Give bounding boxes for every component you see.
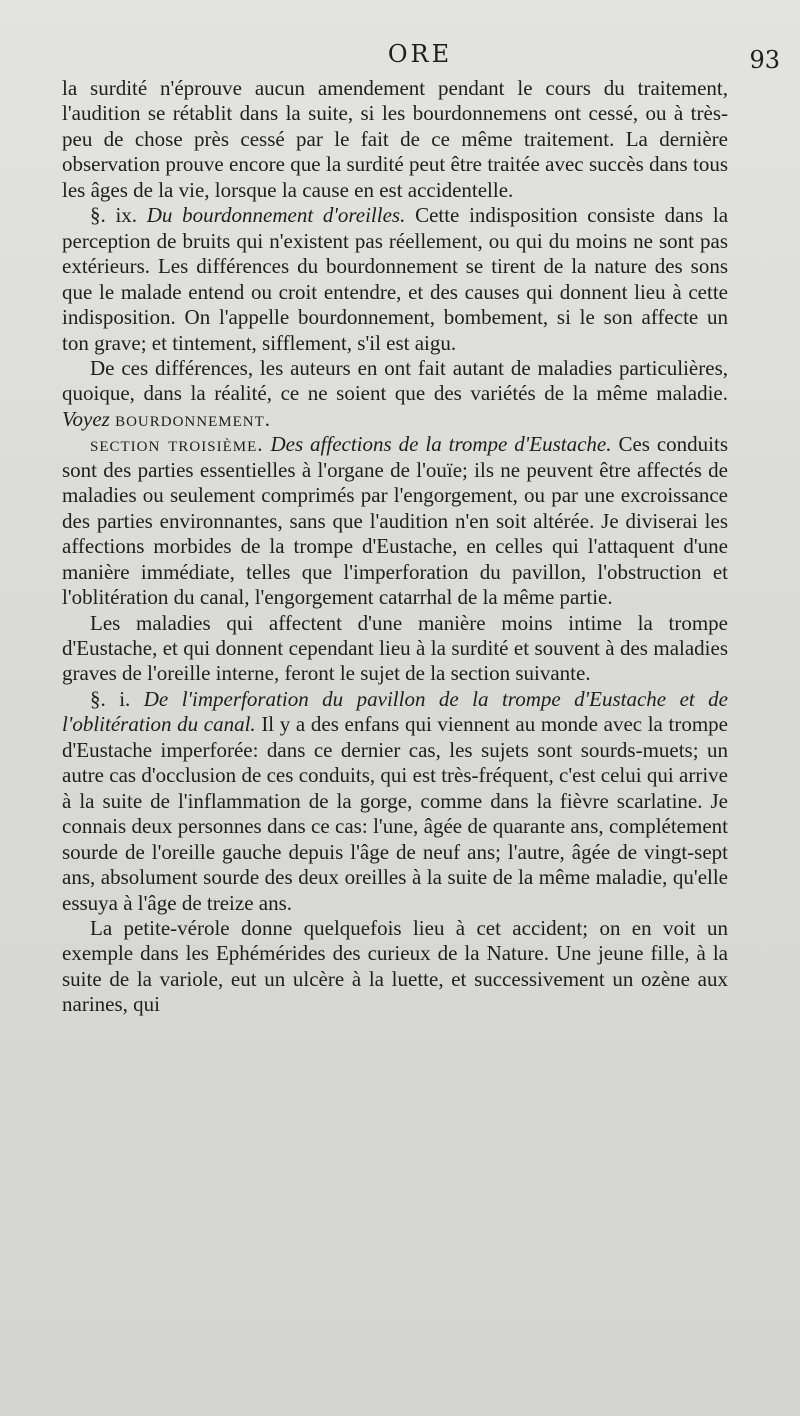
voyez-text: Voyez <box>62 406 110 431</box>
paragraph-5: Les maladies qui affectent d'une manière moins intime la trompe d'Eustache, et qui donnent cependant lieu à la surdité et souvent à des maladies graves de l'oreille interne, feront le sujet de la section suivante. <box>62 610 728 686</box>
page-header <box>60 40 780 76</box>
paragraph-3 <box>62 356 728 432</box>
paragraph-1: la surdité n'éprouve aucun amendement pendant le cours du traitement, l'audition se rétablit dans la suite, si les bourdonnemens ont cessé, ou à très-peu de chose près cessé par le fait de ce même traitement. La dernière observation prouve encore que la surdité peut être traitée avec succès dans tous les âges de la vie, lorsque la cause en est accidentelle. <box>62 76 728 202</box>
section-heading: De l'imperforation du pavillon de la trompe d'Eustache et de l'oblitération du canal. <box>62 686 728 737</box>
section-text: Ces conduits sont des parties essentielles à l'organe de l'ouïe; ils ne peuvent être affectés de maladies ou seulement comprimés par l'engorgement, ou par une excroissance des parties environnantes, sans que l'audition n'en soit altérée. Je diviserai les affections morbides de la trompe d'Eustache, en celles qui l'attaquent d'une manière immédiate, telles que l'imperforation du pavillon, l'obstruction et l'oblitération du canal, l'engorgement catarrhal de la même partie. <box>62 432 729 610</box>
section-heading: Du bourdonnement d'oreilles. <box>146 203 406 228</box>
paragraph-section-troisieme <box>62 432 728 610</box>
section-text: Il y a des enfans qui viennent au monde avec la trompe d'Eustache imperforée: dans ce dernier cas, les sujets sont sourds-muets; un autre cas d'occlusion de ces conduits, qui est très-fréquent, c'est celui qui arrive à la suite de l'inflammation de la gorge, comme dans la fièvre scarlatine. Je connais deux personnes dans ce cas: l'une, âgée de quarante ans, complétement sourde de l'oreille gauche depuis l'âge de neuf ans; l'autre, âgée de vingt-sept ans, absolument sourde des deux oreilles à la suite de la même maladie, qu'elle essuya à l'âge de treize ans. <box>62 712 728 915</box>
section-text: Cette indisposition consiste dans la perception de bruits qui n'existent pas réellement, ou qui du moins ne sont pas extérieurs. Les différences du bourdonnement se tirent de la nature des sons que le malade entend ou croit entendre, et des causes qui donnent lieu à cette indisposition. On l'appelle bourdonnement, bombement, si le son affecte un ton grave; et tintement, sifflement, s'il est aigu. <box>62 203 729 355</box>
section-label: section troisième. <box>90 432 264 457</box>
paragraph-text: De ces différences, les auteurs en ont fait autant de maladies particulières, quoique, dans la réalité, ce ne soient que des variétés de la même maladie. <box>62 355 728 406</box>
paragraph-7: La petite-vérole donne quelquefois lieu à cet accident; on en voit un exemple dans les Ephémérides des curieux de la Nature. Une jeune fille, à la suite de la variole, eut un ulcère à la luette, et successivement un ozène aux narines, qui <box>62 915 728 1017</box>
section-marker: §. ix. <box>90 203 138 228</box>
page-number: 93 <box>749 46 780 74</box>
section-marker: §. i. <box>90 686 131 711</box>
body-text <box>62 76 728 1018</box>
paragraph-section-ix <box>62 203 728 356</box>
section-heading: Des affections de la trompe d'Eustache. <box>270 432 612 457</box>
running-head: ORE <box>387 40 453 68</box>
paragraph-section-i <box>62 687 728 916</box>
cross-reference: bourdonnement. <box>115 406 271 431</box>
